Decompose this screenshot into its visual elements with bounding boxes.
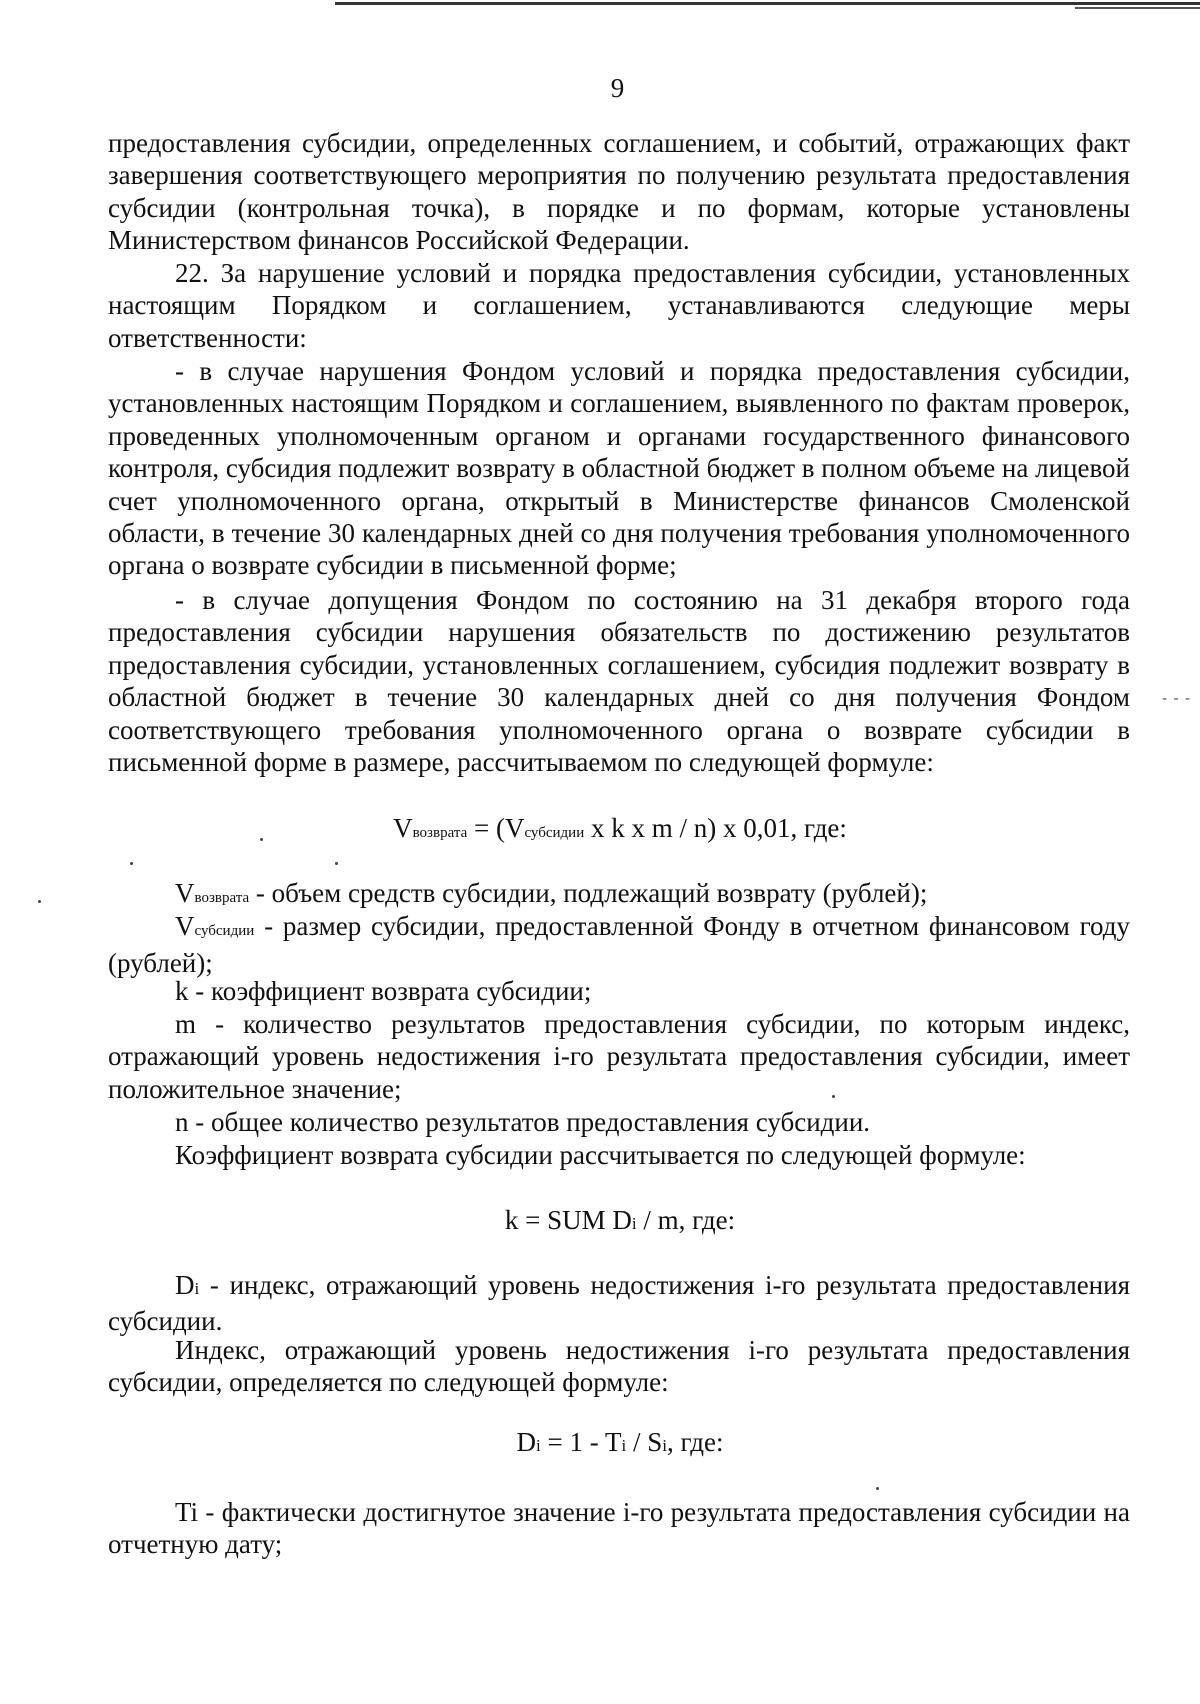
formula-d-rest: , где: bbox=[667, 1427, 724, 1457]
definition-d-symbol: D bbox=[175, 1270, 195, 1300]
paragraph-22: 22. За нарушение условий и порядка предоставления субсидии, установленных настоящим Порядком и соглашением, устанавливаются следующие меры ответственности: bbox=[108, 258, 1130, 353]
margin-mark: - - - bbox=[1162, 691, 1192, 707]
k-formula-intro: Коэффициент возврата субсидии рассчитывается по следующей формуле: bbox=[175, 1140, 1026, 1170]
formula-v: V bbox=[393, 813, 413, 843]
formula-eq-v: = (V bbox=[467, 813, 525, 843]
formula-d bbox=[0, 1426, 1200, 1462]
scan-speck bbox=[38, 900, 41, 903]
definition-vs-text: - размер субсидии, предоставленной Фонду в отчетном финансовом году (рублей); bbox=[108, 911, 1130, 979]
formula-subscript-return: возврата bbox=[412, 825, 468, 841]
formula-rest: x k x m / n) x 0,01, где: bbox=[584, 813, 847, 843]
definition-vs-symbol: V bbox=[175, 911, 195, 941]
definition-v-subscript: возврата bbox=[194, 890, 250, 906]
top-border-line-secondary bbox=[1075, 7, 1200, 9]
formula-k-rest: / m, где: bbox=[636, 1205, 736, 1235]
formula-k-subscript: i bbox=[631, 1214, 637, 1233]
definition-v-subsidy bbox=[108, 910, 1130, 980]
scan-speck bbox=[876, 1487, 879, 1490]
page-number: 9 bbox=[610, 73, 625, 103]
d-formula-intro: Индекс, отражающий уровень недостижения i-го результата предоставления субсидии, определяется по следующей формуле: bbox=[108, 1335, 1130, 1398]
paragraph-violation-obligations: - в случае допущения Фондом по состоянию на 31 декабря второго года предоставления субсидии нарушения обязательств по достижению результатов предоставления субсидии, установленных соглашением, субсидия подлежит возврату в областной бюджет в течение 30 календарных дней со дня получения Фондом соответствующего требования уполномоченного органа о возврате субсидии в письменной форме в размере, рассчитываемом по следующей формуле: bbox=[108, 585, 1130, 778]
scan-speck bbox=[130, 862, 133, 865]
definition-t: Ti - фактически достигнутое значение i-го результата предоставления субсидии на отчетную дату; bbox=[108, 1497, 1130, 1560]
scan-speck bbox=[832, 1095, 835, 1098]
scan-speck bbox=[260, 838, 263, 841]
formula-d-subscript-3: i bbox=[662, 1436, 667, 1455]
definition-k: k - коэффициент возврата субсидии; bbox=[175, 976, 592, 1006]
definition-d-text: - индекс, отражающий уровень недостижения i-го результата предоставления субсидии. bbox=[108, 1270, 1130, 1337]
formula-d-subscript-2: i bbox=[621, 1436, 627, 1455]
definition-n: n - общее количество результатов предоставления субсидии. bbox=[175, 1107, 871, 1137]
definition-v-text: - объем средств субсидии, подлежащий возврату (рублей); bbox=[249, 878, 928, 908]
paragraph-continuation: предоставления субсидии, определенных соглашением, и событий, отражающих факт завершения соответствующего мероприятия по получению результата предоставления субсидии (контрольная точка), в порядке и по формам, которые установлены Министерством финансов Российской Федерации. bbox=[108, 128, 1130, 256]
formula-return-volume bbox=[0, 812, 1200, 849]
formula-d-s: / S bbox=[626, 1427, 663, 1457]
formula-k-lhs: k = SUM D bbox=[504, 1205, 632, 1235]
top-border-line bbox=[335, 2, 1200, 5]
formula-subscript-subsidy: субсидии bbox=[524, 825, 585, 841]
definition-v-return bbox=[108, 877, 1130, 914]
definition-vs-subscript: субсидии bbox=[194, 923, 255, 939]
definition-d-subscript: i bbox=[194, 1279, 200, 1298]
scan-speck bbox=[335, 862, 338, 865]
definition-v-symbol: V bbox=[175, 878, 195, 908]
formula-d-subscript-1: i bbox=[536, 1436, 541, 1455]
formula-d-mid: = 1 - T bbox=[540, 1427, 622, 1457]
paragraph-violation-conditions: - в случае нарушения Фондом условий и порядка предоставления субсидии, установленных настоящим Порядком и соглашением, выявленного по фактам проверок, проведенных уполномоченным органом и органами государственного финансового контроля, субсидия подлежит возврату в областной бюджет в полном объеме на лицевой счет уполномоченного органа, открытый в Министерстве финансов Смоленской области, в течение 30 календарных дней со дня получения требования уполномоченного органа о возврате субсидии в письменной форме; bbox=[108, 356, 1130, 581]
formula-d-symbol: D bbox=[516, 1427, 537, 1457]
definition-m: m - количество результатов предоставления субсидии, по которым индекс, отражающий уровень недостижения i-го результата предоставления субсидии, имеет положительное значение; bbox=[108, 1009, 1130, 1104]
formula-k bbox=[0, 1204, 1200, 1240]
definition-d bbox=[108, 1269, 1130, 1338]
